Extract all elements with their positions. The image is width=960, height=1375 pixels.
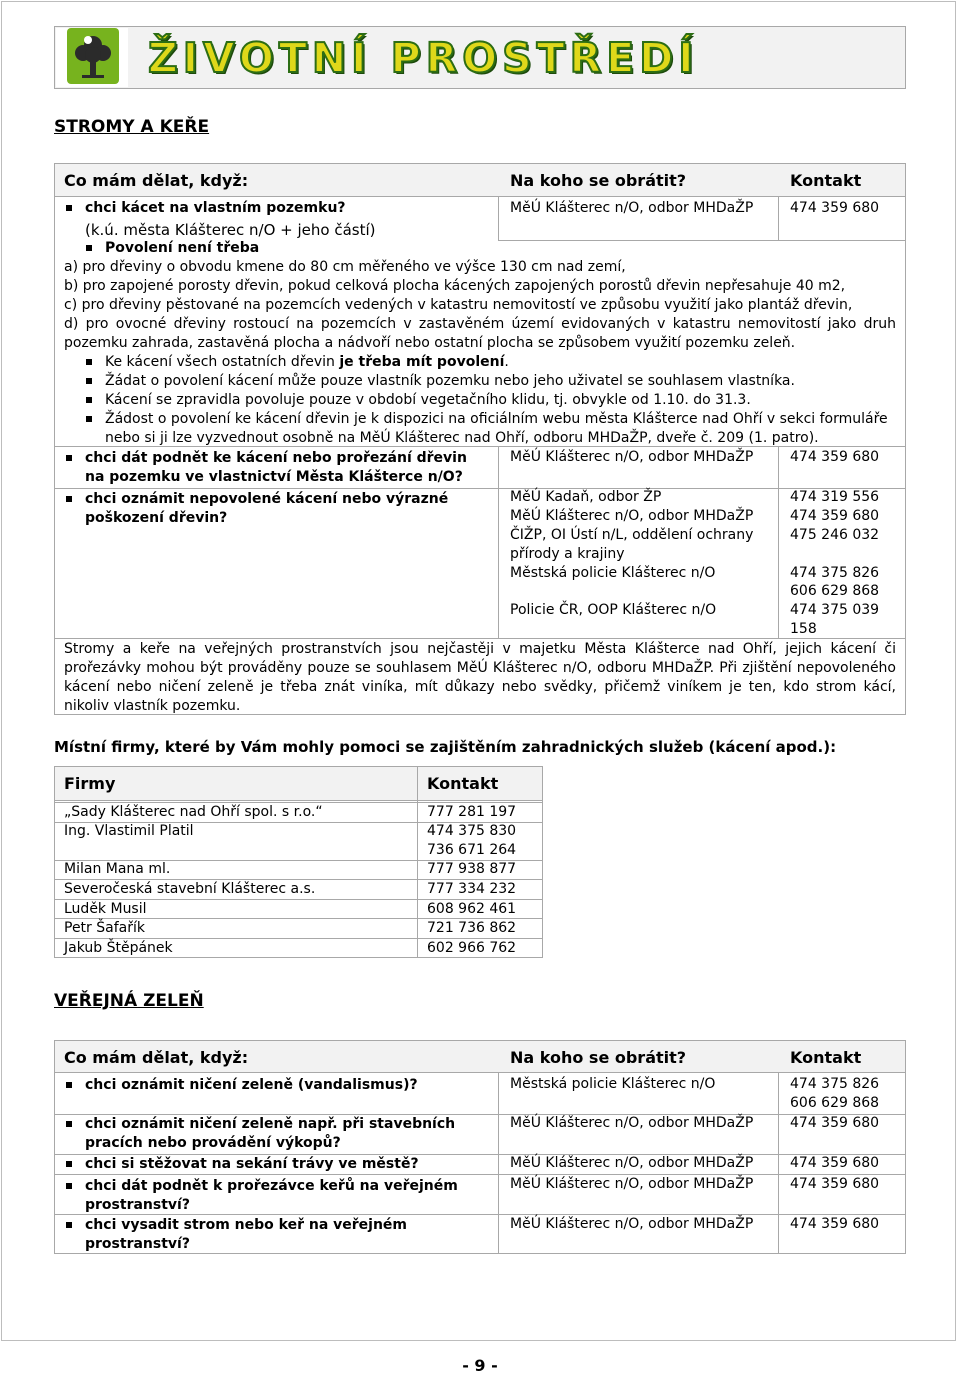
- office: ČIŽP, OI Ústí n/L, oddělení ochrany: [510, 527, 754, 543]
- office: MěÚ Klášterec n/O, odbor MHDaŽP: [510, 1216, 754, 1232]
- office: MěÚ Klášterec n/O, odbor MHDaŽP: [510, 508, 754, 524]
- note-line: kácení nebo ničení zeleně je třeba znát viníka, mít důkazy nebo svědky, přičemž viníkem je ten, kdo strom kácí,: [64, 679, 896, 695]
- felling-period: Kácení se zpravidla povoluje pouze v období vegetačního klidu, tj. obvykle od 1.10. do 31.3.: [105, 392, 751, 408]
- row-divider: [54, 638, 906, 639]
- office: Policie ČR, OOP Klášterec n/O: [510, 602, 717, 618]
- office: MěÚ Klášterec n/O, odbor MHDaŽP: [510, 1155, 754, 1171]
- firm-phone: 721 736 862: [427, 920, 517, 936]
- question: chci vysadit strom nebo keř na veřejném: [85, 1217, 408, 1233]
- firm-name: Jakub Štěpánek: [64, 940, 173, 956]
- note-line: Stromy a keře na veřejných prostranstvích jsou nejčastěji v majetku Města Klášterce nad Ohří, jejich kácení či: [64, 641, 896, 657]
- question: chci oznámit ničení zeleně (vandalismus)?: [85, 1077, 418, 1093]
- question: chci dát podnět k prořezávce keřů na veřejném: [85, 1178, 458, 1194]
- table-header: [55, 1041, 905, 1073]
- page-number: - 9 -: [462, 1356, 498, 1375]
- row-divider: [498, 240, 905, 241]
- header-contact: Kontakt: [790, 171, 862, 190]
- bullet: [86, 378, 92, 384]
- office: Městská policie Klášterec n/O: [510, 565, 716, 581]
- column-divider: [778, 1072, 779, 1254]
- phone: 474 359 680: [790, 1176, 880, 1192]
- column-divider: [778, 446, 779, 488]
- firms-heading: Místní firmy, které by Vám mohly pomoci se zajištěním zahradnických služeb (kácení apod.):: [54, 738, 837, 756]
- header-contact: Kontakt: [790, 1048, 862, 1067]
- table-header: [55, 164, 905, 197]
- exemption-c: c) pro dřeviny pěstované na pozemcích vedených v katastru nemovitostí ve způsobu využití jako plantáž dřevin,: [64, 297, 853, 313]
- bullet: [86, 416, 92, 422]
- header-contact: Kontakt: [427, 774, 499, 793]
- who-applies: Žádat o povolení kácení může pouze vlastník pozemku nebo jeho uživatel se souhlasem vlastníka.: [105, 373, 795, 389]
- firm-name: „Sady Klášterec nad Ohří spol. s r.o.“: [64, 804, 323, 820]
- office: MěÚ Klášterec n/O, odbor MHDaŽP: [510, 200, 754, 216]
- bullet: [66, 496, 72, 502]
- firm-name: Luděk Musil: [64, 901, 147, 917]
- office: MěÚ Kadaň, odbor ŽP: [510, 489, 662, 505]
- phone: 474 375 039: [790, 602, 880, 618]
- section-title-public-greenery: VEŘEJNÁ ZELEŇ: [54, 991, 204, 1011]
- phone: 474 375 826: [790, 565, 880, 581]
- phone: 474 359 680: [790, 1155, 880, 1171]
- bullet: [86, 245, 92, 251]
- column-divider: [498, 446, 499, 488]
- firm-name: Severočeská stavební Klášterec a.s.: [64, 881, 316, 897]
- bullet: [86, 397, 92, 403]
- office: Městská policie Klášterec n/O: [510, 1076, 716, 1092]
- column-divider: [498, 488, 499, 638]
- header-firms: Firmy: [64, 774, 116, 793]
- bullet: [66, 1183, 72, 1189]
- firm-phone: 608 962 461: [427, 901, 517, 917]
- bullet: [66, 205, 72, 211]
- firm-phone: 736 671 264: [427, 842, 517, 858]
- firm-name: Milan Mana ml.: [64, 861, 171, 877]
- header-whom: Na koho se obrátit?: [510, 171, 687, 190]
- question: chci kácet na vlastním pozemku?: [85, 200, 346, 216]
- column-divider: [498, 196, 499, 240]
- column-divider: [417, 766, 418, 958]
- question-cont: poškození dřevin?: [85, 510, 228, 526]
- column-divider: [498, 1072, 499, 1254]
- exemption-a: a) pro dřeviny o obvodu kmene do 80 cm měřeného ve výšce 130 cm nad zemí,: [64, 259, 626, 275]
- firm-phone: 777 938 877: [427, 861, 517, 877]
- column-divider: [778, 488, 779, 638]
- banner-title: ŽIVOTNÍ PROSTŘEDÍ: [148, 34, 699, 82]
- section-title-trees: STROMY A KEŘE: [54, 117, 210, 137]
- note-line: nikoliv vlastník pozemku.: [64, 698, 241, 714]
- bullet: [66, 1082, 72, 1088]
- permit-required: Ke kácení všech ostatních dřevin je třeba mít povolení.: [105, 354, 509, 370]
- bullet: [66, 1121, 72, 1127]
- question: chci oznámit ničení zeleně např. při stavebních: [85, 1116, 456, 1132]
- bullet: [66, 1222, 72, 1228]
- bullet: [86, 359, 92, 365]
- firm-name: Ing. Vlastimil Platil: [64, 823, 194, 839]
- header-what: Co mám dělat, když:: [64, 171, 249, 190]
- application-form-cont: nebo si ji lze vyzvednout osobně na MěÚ Klášterec nad Ohří, odboru MHDaŽP, dveře č. 209 (1. patro).: [105, 430, 819, 446]
- question: chci dát podnět ke kácení nebo prořezání dřevin: [85, 450, 467, 466]
- note-line: prořezávky mohou být prováděny pouze se souhlasem MěÚ Klášterec n/O, odboru MHDaŽP. Při zjištění nepovoleného: [64, 660, 896, 676]
- office: MěÚ Klášterec n/O, odbor MHDaŽP: [510, 449, 754, 465]
- question-cont: na pozemku ve vlastnictví Města Klášterce n/O?: [85, 469, 463, 485]
- question-cont: prostranství?: [85, 1197, 190, 1213]
- phone: 606 629 868: [790, 583, 880, 599]
- firm-phone: 602 966 762: [427, 940, 517, 956]
- office-cont: přírody a krajiny: [510, 546, 625, 562]
- phone: 474 359 680: [790, 1216, 880, 1232]
- column-divider: [778, 196, 779, 240]
- firms-header: [55, 767, 542, 801]
- phone: 158: [790, 621, 817, 637]
- header-what: Co mám dělat, když:: [64, 1048, 249, 1067]
- firm-phone: 777 281 197: [427, 804, 517, 820]
- bullet: [66, 1161, 72, 1167]
- exemption-d: d) pro ovocné dřeviny rostoucí na pozemcích v zastavěném území evidovaných v katastru nemovitostí jako druh: [64, 316, 896, 332]
- phone: 474 319 556: [790, 489, 880, 505]
- phone: 474 359 680: [790, 200, 880, 216]
- tree-icon: [67, 28, 119, 84]
- question-cont: pracích nebo provádění výkopů?: [85, 1135, 341, 1151]
- exemption-b: b) pro zapojené porosty dřevin, pokud celková plocha kácených zapojených porostů dřevin nepřesahuje 40 m2,: [64, 278, 846, 294]
- firm-name: Petr Šafařík: [64, 920, 145, 936]
- application-form: Žádost o povolení ke kácení dřevin je k dispozici na oficiálním webu města Klášterce nad Ohří v sekci formuláře: [105, 411, 888, 427]
- row-divider: [54, 1174, 906, 1175]
- phone: 475 246 032: [790, 527, 880, 543]
- header-whom: Na koho se obrátit?: [510, 1048, 687, 1067]
- question-cont: prostranství?: [85, 1236, 190, 1252]
- phone: 606 629 868: [790, 1095, 880, 1111]
- firm-phone: 777 334 232: [427, 881, 517, 897]
- phone: 474 359 680: [790, 508, 880, 524]
- phone: 474 375 826: [790, 1076, 880, 1092]
- question: chci si stěžovat na sekání trávy ve městě?: [85, 1156, 419, 1172]
- firm-phone: 474 375 830: [427, 823, 517, 839]
- exemption-d-cont: pozemku zahrada, zastavěná plocha a nádvoří nebo ostatní plocha se způsobem využití pozemku zeleň.: [64, 335, 796, 351]
- no-permit-title: Povolení není třeba: [105, 240, 260, 256]
- question-sub: (k.ú. města Klášterec n/O + jeho částí): [85, 221, 376, 239]
- phone: 474 359 680: [790, 449, 880, 465]
- office: MěÚ Klášterec n/O, odbor MHDaŽP: [510, 1176, 754, 1192]
- question: chci oznámit nepovolené kácení nebo výrazné: [85, 491, 449, 507]
- phone: 474 359 680: [790, 1115, 880, 1131]
- office: MěÚ Klášterec n/O, odbor MHDaŽP: [510, 1115, 754, 1131]
- bullet: [66, 455, 72, 461]
